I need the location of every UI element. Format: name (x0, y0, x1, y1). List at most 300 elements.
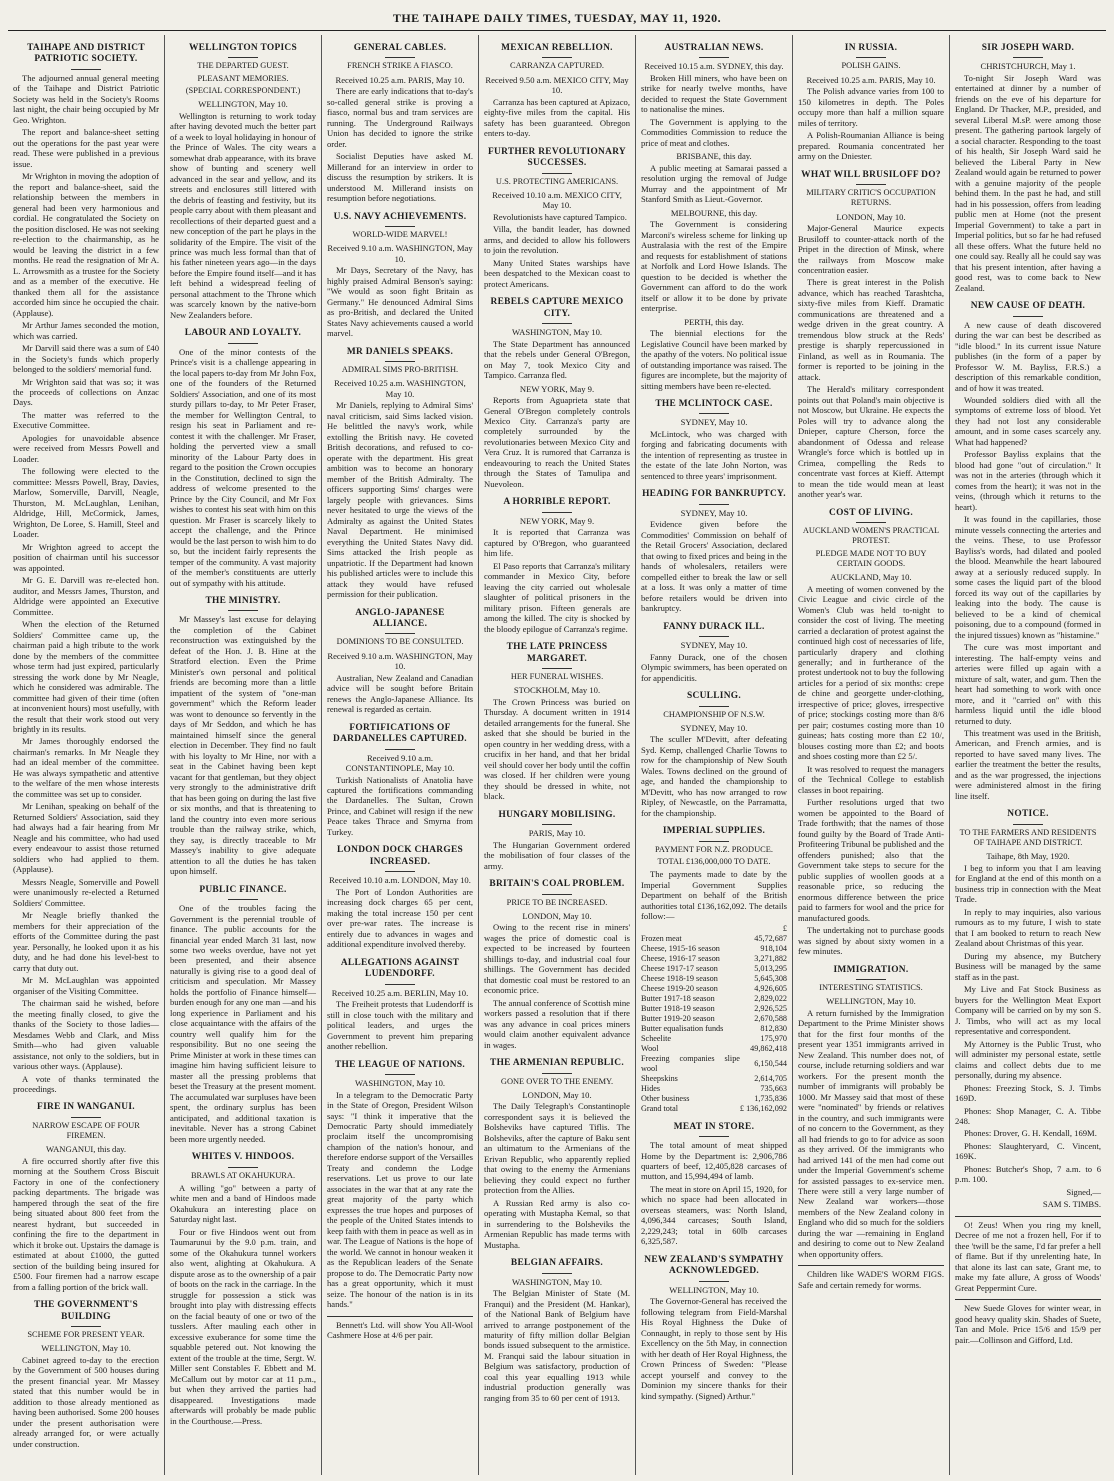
supplies-label: Butter 1919-20 season (641, 1013, 715, 1023)
article (955, 43, 1101, 293)
article (484, 879, 630, 1050)
heading-rule (542, 323, 572, 324)
article-heading: NOTICE. (1007, 809, 1049, 820)
heading-rule (1013, 57, 1043, 58)
supplies-row (641, 964, 787, 974)
article-paragraph: The biennial elections for the Legislative Council have been marked by the apathy of the voters. No political issue of outstanding importance was raised. The figures are incomplete, but the majority of sitting members have been re-elected. (641, 328, 787, 391)
article (327, 347, 473, 600)
article-paragraph: The adjourned annual general meeting of the Taihape and District Patriotic Society was held in the Society's Rooms last night, the chair being occupied by Mr Geo. Wrighton. (13, 72, 159, 125)
article-paragraph: A Polish-Roumanian Alliance is being prepared. Roumania concentrated her army on the Dniester. (798, 130, 944, 162)
article-heading: GENERAL CABLES. (353, 43, 447, 53)
supplies-row (641, 994, 787, 1004)
article (13, 1102, 159, 1292)
supplies-row (641, 1044, 787, 1054)
supplies-row (641, 944, 787, 954)
article (641, 399, 787, 481)
heading-rule (228, 57, 258, 58)
column-5 (635, 35, 792, 1475)
article-subheading: PAYMENT FOR N.Z. PRODUCE. (655, 844, 773, 854)
article-dateline: WELLINGTON, May 10. (41, 1343, 131, 1354)
masthead (8, 6, 1106, 31)
article-paragraph: The Freiheit protests that Ludendorff is still in close touch with the military and political leaders, and urges the Government to prevent him preparing another rebellion. (327, 999, 473, 1052)
article-paragraph: The report and balance-sheet setting out the operations for the past year were read. These were published in a previous issue. (13, 127, 159, 169)
heading-rule (699, 841, 729, 842)
column-6 (792, 35, 949, 1475)
article-heading: ALLEGATIONS AGAINST LUDENDORFF. (340, 957, 460, 980)
supplies-row (641, 1014, 787, 1024)
supplies-label: Sheepskins (641, 1073, 678, 1083)
heading-rule (699, 413, 729, 414)
article (641, 691, 787, 818)
article-paragraph: A vote of thanks terminated the proceedings. (13, 1073, 159, 1094)
article-paragraph: The Government is considering Marconi's wireless scheme for linking up Australasia with the rest of the Empire and requests for establishment of stations at Norfolk and Lord Howe Islands. The question to be decided is whether the Government can afford to do the work itself or allow it to be done by private enterprise. (641, 219, 787, 314)
article-subheading: TOTAL £136,000,000 TO DATE. (657, 856, 771, 866)
article-subheading: CARRANZA CAPTURED. (510, 61, 604, 71)
article (170, 328, 316, 588)
article-paragraph: Villa, the bandit leader, has downed arms, and decided to allow his followers to join the revolution. (484, 224, 630, 256)
article-paragraph: Mr Massey's last excuse for delaying the completion of the Cabinet reconstruction was extinguished by the defeat of the Hon. J. B. Hine at the Stratford election. Even the Prime Minister's own personal and political friends are becoming more than a little impatient of the system of "one-man government" which the Reform leader was wont to denounce so fervently in the days of Mr Seddon, and which he has maintained himself since the general election in December. They find no fault with his loyalty to Mr Hine, nor with a seat in the Cabinet having been kept vacant for that gentleman, but they object very strongly to the administrative drift that has been going on during the last five or six months, and that is threatening to land the country into even more serious trouble than the railway strike, which, they say, is directly traceable to Mr Massey's inability to give adequate attention to all the duties he has taken upon himself. (170, 614, 316, 877)
article-paragraph: One of the minor contests of the Prince's visit is a challenge appearing in the local papers to-day from Mr John Fox, one of the founders of the Returned Soldiers' Association, and one of its most sturdy pillars to-day, to Mr Peter Fraser, the member for Wellington Central, to resign his seat in Parliament and re-contest it with the challenger. Mr Fraser, holding the perverted view a small minority of the Labour Party does in regard to the position the Crown occupies in the Constitution, declined to sign the address of welcome presented to the Prince by the City Council, and Mr Fox wishes to contest his seat with him on this question. Mr Fraser is scarcely likely to accept the challenge, and the Prince would be the last person to wish him to do so, but the incident fairly represents the temper of the community. A vast majority of the member's constituents are utterly out of sympathy with his attitude. (170, 346, 316, 588)
article (170, 1152, 316, 1426)
article-dateline: Received 10.15 a.m. SYDNEY, this day. (644, 61, 784, 72)
heading-rule (228, 610, 258, 611)
article-heading: IMMIGRATION. (833, 964, 909, 975)
article-subheading: (SPECIAL CORRESPONDENT.) (185, 85, 301, 95)
supplies-value: 918,104 (760, 943, 787, 953)
supplies-value: 2,670,588 (754, 1013, 787, 1023)
heading-rule (542, 173, 572, 174)
supplies-unit-spacer (641, 924, 740, 934)
article-heading: MEXICAN REBELLION. (501, 43, 613, 53)
supplies-row (641, 1074, 787, 1084)
article-paragraph: A willing "go" between a party of white men and a band of Hindoos made Okahukura an interesting place on Saturday night last. (170, 1182, 316, 1225)
heading-rule (71, 69, 101, 70)
article-paragraph: The undertaking not to purchase goods was signed by about sixty women in a few minutes. (798, 925, 944, 957)
article-heading: PUBLIC FINANCE. (199, 884, 287, 895)
article (327, 958, 473, 1052)
article-paragraph: There are early indications that to-day's so-called general strike is proving a fiasco, normal bus and tram services are running. The Underground Railways Union has decided to ignore the strike order. (327, 86, 473, 149)
article-paragraph: Wellington is returning to work today after having devoted much the better part of a week to loyal holidaying in honour of the Prince of Wales. The city wears a somewhat drab appearance, with its brave show of bunting and scenery well advanced in the sear and yellow, and its streets and enclosures still littered with the debris of feasting and festivity, but its people carry about with them pleasant and recollections of their departed guest and a new conception of the part he plays in the solidarity of the Empire. The visit of the prince was much less formal than that of his father nineteen years ago—in the days before the Empire found itself—and it has left behind a widespread feeling of personal attachment to the Throne which was scarcely known by the native-born New Zealanders before. (170, 110, 316, 320)
supplies-row (641, 1094, 787, 1104)
article-heading: TAIHAPE AND DISTRICT PATRIOTIC SOCIETY. (27, 43, 145, 65)
supplies-value: 812,830 (760, 1023, 787, 1033)
article (641, 622, 787, 683)
article (641, 43, 787, 148)
article-paragraph: Mr Wrighton said that was so; it was the proceeds of collections on Anzac Days. (13, 376, 159, 408)
article (641, 1255, 787, 1401)
article-heading: LONDON DOCK CHARGES INCREASED. (336, 845, 464, 867)
supplies-value: 5,013,295 (754, 963, 787, 973)
supplies-label: Cheese 1917-17 season (641, 963, 718, 973)
article-subheading: FRENCH STRIKE A FIASCO. (347, 61, 453, 71)
supplies-unit: £ (782, 923, 787, 933)
heading-rule (542, 512, 572, 513)
heading-rule (699, 1136, 729, 1137)
article-dateline: Received 9.10 a.m. WASHINGTON, May 10. (327, 650, 473, 672)
article-heading: IMPERIAL SUPPLIES. (662, 826, 766, 837)
article-subheading: AUCKLAND WOMEN'S PRACTICAL PROTEST. (802, 526, 940, 546)
supplies-label: Butter 1918-19 season (641, 1003, 715, 1013)
article-paragraph: The meat in store on April 15, 1920, for which no space had been allocated in overseas steamers, was: North Island, 4,096,344 carcases; South Island, 2,229,243; total in 60lb carcases 6,325,587. (641, 1183, 787, 1247)
heading-rule (385, 871, 415, 872)
article-heading: WHAT WILL BRUSILOFF DO? (801, 169, 941, 180)
supplies-label: Cheese 1918-19 season (641, 973, 718, 983)
article (327, 723, 473, 838)
article (327, 845, 473, 949)
article-paragraph: Professor Bayliss explains that the blood had gone "out of circulation." It was not in the arteries (through which it comes from the heart); it was not in the veins, (through which it returns to the heart). (955, 449, 1101, 512)
supplies-total-row (641, 1104, 787, 1114)
article (327, 212, 473, 339)
article-paragraph: Many United States warships have been despatched to the Mexican coast to protect Americans. (484, 257, 630, 289)
supplies-value: 2,829,022 (754, 993, 787, 1003)
heading-rule (699, 504, 729, 505)
article (484, 810, 630, 871)
supplies-table (641, 924, 787, 1114)
article-heading: MR DANIELS SPEAKS. (346, 346, 454, 357)
article-paragraph: Cabinet agreed to-day to the erection by the Government of 500 houses during the present financial year. Mr Massey stated that this number would be in addition to those already mentioned as having been authorised. Some 200 houses under the present authorisation were already arranged for, or were actually under construction. (13, 1354, 159, 1449)
article (327, 43, 473, 204)
article-heading: IN RUSSIA. (844, 43, 898, 53)
signature-line: SAM S. TIMBS. (1042, 1199, 1101, 1210)
article-dateline: Received 10.25 a.m. BERLIN, May 10. (331, 987, 469, 998)
article (798, 170, 944, 500)
article-heading: REBELS CAPTURE MEXICO CITY. (490, 297, 624, 319)
supplies-row (641, 1054, 787, 1074)
column-4 (478, 35, 635, 1475)
article-subheading: BRAWLS AT OKAHUKURA. (190, 1170, 296, 1180)
heading-rule (385, 1074, 415, 1075)
heading-rule (542, 824, 572, 825)
article-subheading: U.S. PROTECTING AMERICANS. (495, 176, 619, 186)
article-subheading: PLEDGE MADE NOT TO BUY CERTAIN GOODS. (815, 548, 927, 568)
supplies-label: Hides (641, 1083, 661, 1093)
column-2 (164, 35, 321, 1475)
article-paragraph: Owing to the recent rise in miners' wages the price of domestic coal is expected to be increased by fourteen shillings to-day, and industrial coal four shillings. The Government has decided that domestic coal must be restored to an economic price. (484, 922, 630, 996)
article-dateline: NEW YORK, May 9. (519, 383, 595, 394)
heading-rule (385, 57, 415, 58)
heading-rule (542, 57, 572, 58)
article-paragraph: Wounded soldiers died with all the symptoms of extreme loss of blood. Yet they had not lost any considerable amount, and in some cases scarcely any. What had happened? (955, 394, 1101, 447)
heading-rule (542, 894, 572, 895)
article-paragraph: Mr James thoroughly endorsed the chairman's remarks. In Mr Neagle they had an ideal member of the committee. He was always sympathetic and attentive to the welfare of the men whose interests the committee was set up to consider. (13, 736, 159, 799)
heading-rule (385, 984, 415, 985)
supplies-value: 6,150,544 (754, 1058, 787, 1068)
supplies-total-value: £ 136,162,092 (739, 1103, 787, 1113)
heading-rule (856, 184, 886, 185)
article-dateline: CHRISTCHURCH, May 1. (980, 61, 1076, 72)
supplies-label: Scheelite (641, 1033, 672, 1043)
article-paragraph: The Government is applying to the Commodities Commission to reduce the price of meat and clothes. (641, 116, 787, 148)
article-paragraph: Mr G. E. Darvill was re-elected hon. auditor, and Messrs James, Thurston, and Aldridge were appointed an Executive Committee. (13, 575, 159, 617)
supplies-label: Butter equalisation funds (641, 1023, 724, 1033)
supplies-label: Cheese, 1916-17 season (641, 953, 720, 963)
column-3 (321, 35, 478, 1475)
article-subheading: ADMIRAL SIMS PRO-BRITISH. (341, 365, 459, 375)
article-paragraph: The Governor-General has received the following telegram from Field-Marshal His Royal Highness the Duke of Connaught, in reply to those sent by His Excellency on the 5th May, in connection with her death of Her Royal Highness, the Crown Princess of Sweden: "Please accept yourself and convey to the Dominion my sincere thanks for their kind sympathy. (Signed) Arthur." (641, 1296, 787, 1401)
article-heading: FURTHER REVOLUTIONARY SUCCESSES. (487, 146, 626, 169)
article (641, 317, 787, 391)
article-heading: COST OF LIVING. (829, 507, 913, 518)
article (955, 809, 1101, 1209)
article-heading: A HORRIBLE REPORT. (503, 497, 611, 508)
article-heading: BELGIAN AFFAIRS. (510, 1258, 604, 1269)
article-dateline: WASHINGTON, May 10. (511, 1276, 603, 1287)
article-heading: THE LATE PRINCESS MARGARET. (506, 642, 608, 664)
heading-rule (1013, 824, 1043, 825)
article-paragraph: El Paso reports that Carranza's military commander in Mexico City, before leaving the city carried out wholesale slaughter of political prisoners in the military prison. Fifteen generals are among the killed. The city is shocked by the bloody epilogue of Carranza's regime. (484, 560, 630, 634)
article-paragraph: A new cause of death discovered during the war can best be described as "idle blood." In its current issue Nature publishes (in the form of a paper by Professor W. M. Bayliss, F.R.S.) a description of this remarkable condition, and of how it was treated. (955, 319, 1101, 393)
article (13, 1300, 159, 1449)
article-subheading: MILITARY CRITIC'S OCCUPATION RETURNS. (806, 188, 936, 208)
supplies-row (641, 1034, 787, 1044)
article-paragraph: Broken Hill miners, who have been on strike for nearly twelve months, have decided to request the State Government to nationalise the mines. (641, 72, 787, 115)
article-dateline: Received 9.50 a.m. MEXICO CITY, May 10. (485, 74, 629, 96)
article-paragraph: A fire occurred shortly after five this morning at the Southern Cross Biscuit Factory in one of the confectionery packing departments. The brigade was hampered through the seat of the fire being situated about 800 feet from the nearest hydrant, but succeeded in confining the fire to the department in which it broke out. Upstairs the damage is estimated at about £1000, the gutted section of the building being insured for £500. Four firemen had a narrow escape from a falling portion of the brick wall. (13, 1155, 159, 1292)
article-paragraph: The cure was most important and interesting. The half-empty veins and arteries were filled up again with a mixture of salt, water, and gum. Then the heart had something to work with once more, and it "carried on" with this harmless liquid until the idle blood returned to duty. (955, 642, 1101, 726)
article (798, 965, 944, 1260)
article-dateline: STOCKHOLM, May 10. (513, 685, 601, 696)
article-heading: FORTIFICATIONS OF DARDANELLES CAPTURED. (333, 722, 467, 745)
article-dateline: PARIS, May 10. (528, 828, 586, 839)
supplies-row (641, 934, 787, 944)
article-paragraph: My Live and Fat Stock Business as buyers for the Wellington Meat Export Company will be carried on by my son S. J. Timbs, who will act as my local representative and correspondent. (955, 984, 1101, 1037)
column-1 (8, 35, 164, 1475)
article-subheading: HER FUNERAL WISHES. (510, 672, 604, 682)
advertisement: New Suede Gloves for winter wear, in good heavy quality skin. Shades of Suete, Tan and Mole. Price 15/6 and 15/9 per pair.—Collinson and Gifford, Ltd. (955, 1299, 1101, 1345)
supplies-row (641, 984, 787, 994)
article-dateline: Received 10.10 a.m. MEXICO CITY, May 10. (492, 189, 622, 211)
supplies-label: Cheese 1919-20 season (641, 983, 718, 993)
article (484, 642, 630, 802)
article-dateline: SYDNEY, May 10. (680, 722, 748, 733)
article (641, 826, 787, 921)
article-paragraph: Further resolutions urged that two women be appointed to the Board of Trade forthwith; that the names of those found guilty by the Board of Trade Anti-Profiteering Tribunal be published and the offenders punished; also that the Government take steps to secure for the public supplies of woollen goods at a reasonable price, so reducing the enormous difference between the price paid to farmers for wool and the price for manufactured goods. (798, 797, 944, 923)
heading-rule (385, 361, 415, 362)
supplies-row (641, 1084, 787, 1094)
article-paragraph: Major-General Maurice expects Brusiloff to counter-attack north of the Pripet in the direction of Minsk, where the railways from Moscow make concentration easier. (798, 223, 944, 275)
article-paragraph: Phones: Shop Manager, C. A. Tibbe 248. (955, 1105, 1101, 1126)
supplies-value: 2,614,705 (754, 1073, 787, 1083)
heading-rule (71, 1326, 101, 1327)
article-dateline: SYDNEY, May 10. (680, 417, 748, 428)
supplies-value: 735,663 (760, 1083, 787, 1093)
article-heading: NEW ZEALAND'S SYMPATHY ACKNOWLEDGED. (644, 1254, 784, 1277)
article-paragraph: The payments made to date by the Imperial Government Supplies Department on behalf of the British authorities total £136,162,092. The details follow:— (641, 869, 787, 922)
article (484, 43, 630, 139)
supplies-label: Wool (641, 1043, 659, 1053)
supplies-label: Other business (641, 1093, 690, 1103)
article-paragraph: When the election of the Returned Soldiers' Committee came up, the chairman paid a high tribute to the work done by the members of the committee whose term had just expired, particularly stressing the work done by Mr Neagle, which he considered was admirable. The committee had given of their time (often at inconvenient hours) most usefully, with the result that their work stood out very brightly in its results. (13, 619, 159, 734)
article (484, 1258, 630, 1403)
article-paragraph: A Russian Red army is also co-operating with Mustapha Kemal, so that in surrendering to the Bolsheviks the Armenian Republic has made terms with Mustapha. (484, 1197, 630, 1250)
article (641, 489, 787, 613)
article-paragraph: It is reported that Carranza was captured by O'Bregon, who guaranteed him life. (484, 527, 630, 559)
article-heading: WHITES V. HINDOOS. (191, 1152, 295, 1163)
article-paragraph: Carranza has been captured at Apizaco, eighty-five miles from the capital. His safety has been guaranteed. Obregon enters to-day. (484, 96, 630, 139)
article (327, 1060, 473, 1310)
article-paragraph: A meeting of women convened by the Civic League and civic circle of the Women's Club was held to-night to consider the cost of living. The meeting carried a declaration of protest against the continued high cost of necessaries of life, particularly drapery and clothing generally; and in furtherance of the protest undertook not to buy the following articles for a period of six months: crepe de chine and georgette under-clothing, irrespective of price; gloves, irrespective of price; stockings costing more than 8/6 per pair; costumes costing more than 10 guineas; hats costing more than £2 10/, blouses costing more than £2; and boots and shoes costing more than £2 5/. (798, 583, 944, 762)
article-dateline: Received 10.25 a.m. PARIS, May 10. (806, 74, 936, 85)
supplies-value: 4,926,605 (754, 983, 787, 993)
article-paragraph: It was found in the capillaries, those minute vessels connecting the arteries and the veins. These, to use Professor Bayliss's words, had dilated and pooled the blood. Meanwhile the heart laboured away at a seriously reduced supply. In some cases the liquid part of the blood forced its way out of the capillaries by leaking into the body. The cause is believed to be a kind of chemical poisoning, due to a compound (formed in the injured tissues) known as "histamine." (955, 514, 1101, 640)
supplies-total-label: Grand total (641, 1103, 679, 1113)
article-subheading: CHAMPIONSHIP OF N.S.W. (663, 709, 765, 719)
article-paragraph: One of the troubles facing the Government is the perennial trouble of finance. The public accounts for the financial year ended March 31 last, now some two weeks overdue, have not yet been presented, and their absence naturally is giving rise to a good deal of criticism and speculation. Mr Massey holds the portfolio of Finance himself—burden enough for any one man —and his long experience in Parliament and his close acquaintance with the affairs of the country well qualify him for the responsibility. But no one seeing the Prime Minister at work in these times can imagine him having sufficient leisure to master all the pressing problems that beset the Treasury at the present moment. The accumulated war surpluses have been spent, the ordinary surplus has been anticipated, and additional taxation is inevitable. Never has a strong Cabinet been more urgently needed. (170, 903, 316, 1144)
article-paragraph: The Hungarian Government ordered the mobilisation of four classes of the army. (484, 839, 630, 871)
article (484, 147, 630, 290)
article (484, 1058, 630, 1250)
article-subheading: DOMINIONS TO BE CONSULTED. (336, 637, 464, 647)
article-dateline: SYDNEY, May 10. (680, 507, 748, 518)
supplies-label: Butter 1917-18 season (641, 993, 715, 1003)
article-dateline: AUCKLAND, May 10. (830, 572, 912, 583)
article-paragraph: A public meeting at Samarai passed a resolution urging the removal of Judge Murray and the appointment of Mr Stanford Smith as Lieut.-Governor. (641, 162, 787, 205)
heading-rule (856, 522, 886, 523)
article-paragraph: Phones: Butcher's Shop, 7 a.m. to 6 p.m. 100. (955, 1163, 1101, 1185)
article (641, 1122, 787, 1247)
heading-rule (699, 1281, 729, 1282)
article-paragraph: Mr Wrighton agreed to accept the position of chairman until his successor was appointed. (13, 541, 159, 573)
article-paragraph: This treatment was used in the British, American, and French armies, and is reported to have saved many lives. The earlier the treatment the better the results, and as the war progressed, the injections were administered almost in the firing line itself. (955, 728, 1101, 801)
poem-advert: O! Zeus! When you ring my knell, Decree of me not a frozen hell, For if to thee 'twill be the same, I'd far prefer a hell of flame. But if thy unrelenting hate, In that alone its last can sate, Grant me, to make my fate allure, A gross of Woods' Great Peppermint Cure. (955, 1216, 1101, 1293)
article-dateline: LONDON, May 10. (836, 211, 906, 222)
article-dateline: NEW YORK, May 9. (519, 515, 595, 526)
article-heading: HEADING FOR BANKRUPTCY. (642, 489, 786, 500)
article-paragraph: The following were elected to the committee: Messrs Powell, Bray, Davies, Marlow, Somerville, Darvill, Neagle, Thurston, M. McLaughlan, Lenihan, Aldridge, Hill, McCormick, James, Wrighton, De Loree, S. Hamill, Steel and Loader. (13, 466, 159, 540)
heading-rule (856, 57, 886, 58)
heading-rule (228, 343, 258, 344)
article-dateline: SYDNEY, May 10. (680, 640, 748, 651)
heading-rule (699, 706, 729, 707)
article-subheading: POLISH GAINS. (841, 61, 901, 71)
article (484, 297, 630, 380)
article-heading: THE MINISTRY. (205, 596, 281, 606)
article (170, 596, 316, 877)
article-heading: BRITAIN'S COAL PROBLEM. (489, 879, 625, 890)
article-dateline: LONDON, May 10. (522, 1089, 592, 1100)
article-heading: FANNY DURACK ILL. (663, 621, 765, 632)
article-dateline: WELLINGTON, May 10. (826, 996, 916, 1007)
article-paragraph: McLintock, who was charged with forging and fabricating documents with the intention of representing as trustee in the estate of the late John Norton, was sentenced to three years' imprisonment. (641, 428, 787, 481)
article-paragraph: Phones: Slaughteryard, C. Vincent, 169K. (955, 1140, 1101, 1162)
supplies-value: 1,735,836 (754, 1093, 787, 1103)
article-heading: FIRE IN WANGANUI. (37, 1102, 135, 1113)
article-heading: THE ARMENIAN REPUBLIC. (490, 1058, 624, 1069)
article-subheading: PLEASANT MEMORIES. (197, 73, 289, 83)
article-dateline: MELBOURNE, this day. (670, 207, 758, 218)
supplies-label: Freezing companies slipe wool (641, 1053, 740, 1073)
article-paragraph: A return furnished by the Immigration Department to the Prime Minister shows that for the first four months of the present year 1351 immigrants arrived in New Zealand. This number does not, of course, include returning soldiers and war workers. For the present month the number of immigrants will probably be 1000. Mr Massey said that most of these were "nominated" by friends or relatives in the country, and such immigrants were of no concern to the Government, as they all had friends to go to for advice as soon as they arrived. Of the immigrants who had arrived 141 of the men had come out under the Imperial Government's scheme for assisted passages to ex-service men. There were still a very large number of New Zealand war workers—those members of the New Zealand colony in England who did so much for the soldiers during the war —remaining in England and desiring to come out to New Zealand when opportunity offers. (798, 1007, 944, 1259)
article-dateline: Taihape, 8th May, 1920. (986, 851, 1070, 862)
heading-rule (542, 1273, 572, 1274)
article-dateline: WASHINGTON, May 10. (511, 327, 603, 338)
article-heading: HUNGARY MOBILISING. (498, 809, 616, 820)
article-paragraph: Mr Daniels, replying to Admiral Sims' naval criticism, said Sims lacked vision. He belittled the navy's work, while extolling the British navy. He coveted British decorations, and refused to co-operate with the department. His great ambition was to become an honorary member of the British Admiralty. The officers supporting Sims' charges were largely people with grievances. Sims never hesitated to urge the views of the Admiralty as against the United States Naval Department. He minimised everything the United States Navy did. Sims attacked the Irish people as unpatriotic. If the Department had known his published articles were to include this attack they would have refused permission for their publication. (327, 400, 473, 600)
advertisement: Bennett's Ltd. will show You All-Wool Cashmere Hose at 4/6 per pair. (327, 1316, 473, 1341)
article-paragraph: Australian, New Zealand and Canadian advice will be sought before Britain renews the Anglo-Japanese Alliance. Its renewal is regarded as certain. (327, 672, 473, 715)
article-paragraph: To-night Sir Joseph Ward was entertained at dinner by a number of friends on the eve of his departure for England. Dr Thacker, M.P., presided, and several Liberal M.sP. were among those present. The gathering partook largely of a social character. Responding to the toast of his health, Sir Joseph Ward said he believed the Liberal Party in New Zealand would again be returned to power with a genuine majority of the people behind them. In the past he had, and still had in his possession, offers from leading public men at Home (not the present Imperial Government) to take a part in Imperial politics, but so far he had refused all these offers. What the future held no one could say. Really all he could say was that his present intention, after having a good rest, was to come back to New Zealand. (955, 72, 1101, 293)
article-heading: WELLINGTON TOPICS (189, 43, 297, 53)
article-paragraph: Mr M. McLaughlan was appointed organiser of the Visiting Committee. (13, 975, 159, 996)
article-paragraph: Fanny Durack, one of the chosen Olympic swimmers, has been operated on for appendicitis. (641, 651, 787, 683)
article-dateline: WANGANUI, this day. (45, 1144, 127, 1155)
heading-rule (699, 636, 729, 637)
article-paragraph: I beg to inform you that I am leaving for England at the end of this month on a business trip in connection with the Meat Trade. (955, 862, 1101, 905)
article-heading: ANGLO-JAPANESE ALLIANCE. (355, 607, 445, 629)
article-subheading: THE DEPARTED GUEST. (197, 61, 289, 71)
article-paragraph: Mr Wrighton in moving the adoption of the report and balance-sheet, said the relationship between the members in general had been very harmonious and cordial. He congratulated the Society on the position disclosed. He was not seeking re-election to the chairmanship, as he would be leaving the district in a few months. He read the resignation of Mr A. L. Arrowsmith as a trustee for the Society and as a member of the executive. He thanked them all for the assistance accorded him since he occupied the chair. (Applause). (13, 171, 159, 318)
supplies-value: 45,72,687 (754, 933, 787, 943)
heading-rule (856, 979, 886, 980)
supplies-label: Cheese, 1915-16 season (641, 943, 720, 953)
article (641, 151, 787, 204)
supplies-value: 5,645,308 (754, 973, 787, 983)
article (798, 43, 944, 162)
article-paragraph: The sculler M'Devitt, after defeating Syd. Kemp, challenged Charlie Towns to row for the championship of New South Wales. Towns declined on the ground of age, and handed the championship to M'Devitt, who has now arranged to row Ripley, of Newcastle, on the Parramatta, for the championship. (641, 734, 787, 818)
column-7 (949, 35, 1106, 1475)
article-heading: U.S. NAVY ACHIEVEMENTS. (333, 211, 467, 222)
supplies-row (641, 1024, 787, 1034)
article-paragraph: There is great interest in the Polish advance, which has reached Tarashtcha, sixty-five miles from Kieff. Dramatic communications are threatened and a wedge driven in the great country. A tremendous blow struck at the Reds' prestige is sharply repercussioned in Finland, as well as in Roumania. The former is reported to be joining in the attack. (798, 277, 944, 382)
article-heading: MEAT IN STORE. (673, 1121, 755, 1132)
article-paragraph: Mr Lenihan, speaking on behalf of the Returned Soldiers' Association, said they had always had a fair hearing from Mr Neagle and his committee, who had used every endeavour to assist those returned soldiers who had applied to them. (Applause). (13, 801, 159, 875)
article-dateline: PERTH, this day. (684, 316, 744, 327)
article-dateline: Received 10.25 a.m. PARIS, May 10. (335, 74, 465, 85)
article-paragraph: Revolutionists have captured Tampico. (493, 211, 627, 222)
article (798, 508, 944, 957)
article-heading: LABOUR AND LOYALTY. (184, 328, 302, 339)
heading-rule (385, 633, 415, 634)
article-paragraph: The matter was referred to the Executive Committee. (13, 409, 159, 431)
article-heading: SIR JOSEPH WARD. (981, 43, 1075, 53)
article-dateline: Received 9.10 a.m. WASHINGTON, May 10. (327, 243, 473, 264)
article-heading: THE MCLINTOCK CASE. (655, 399, 773, 409)
article-heading: THE GOVERNMENT'S BUILDING (33, 1300, 139, 1322)
supplies-value: 2,926,525 (754, 1003, 787, 1013)
supplies-row (641, 1004, 787, 1014)
article-paragraph: Four or five Hindoos went out from Taumarunui by the 9.0 p.m. train, and some of the Okahukura tunnel workers also went, alighting at Okahukura. A dispute arose as to the ownership of a pair of boots on the rack in the carriage. In the struggle for possession a stick was brought into play with distressing effects on the facial beauty of one or two of the tusslers. After mauling each other in excessive exuberance for some time the squabble petered out. Not knowing the extent of the trouble at the time, Sergt. W. Miller sent Constables F. Ebbett and M. McCallum out by motor car at 11 p.m., but when they arrived the parties had disappeared. Investigations made afterwards will probably be made public in the Courthouse.—Press. (170, 1226, 316, 1426)
supplies-value: 175,970 (760, 1033, 787, 1043)
article-heading: AUSTRALIAN NEWS. (664, 43, 764, 53)
article-paragraph: The Belgian Minister of State (M. Franqui) and the President (M. Hankar), of the National Bank of Belgium have arrived to arrange postponement of the maturity of fifty million dollar Belgian bonds issued subsequent to the armistice. M. Franqui said the labour situation in Belgium was satisfactory, production of coal this year equalling 1913 while industrial production generally was ranging from 35 to 60 per cent of 1913. (484, 1288, 630, 1403)
article (13, 43, 159, 1094)
article-subheading: GONE OVER TO THE ENEMY. (500, 1076, 614, 1086)
heading-rule (542, 668, 572, 669)
article-paragraph: Evidence given before the Commodities' Commission on behalf of the Retail Grocers' Association, declared that owing to fixed prices and being in the hands of wholesalers, retailers were compelled either to break the law or sell at a loss. It was only a matter of time before retailers would be driven into bankruptcy. (641, 519, 787, 614)
article-paragraph: My Attorney is the Public Trust, who will administer my personal estate, settle claims and collect debts due to me personally, during my absence. (955, 1038, 1101, 1081)
supplies-label: Frozen meat (641, 933, 682, 943)
article-paragraph: In reply to may inquiries, also various rumours as to my future, I wish to state that I am booked to return to reach New Zealand about Christmas of this year. (955, 906, 1101, 949)
masthead-title: THE TAIHAPE DAILY TIMES, TUESDAY, MAY 11, 1920. (392, 10, 722, 25)
advertisement: Children like WADE'S WORM FIGS. Safe and certain remedy for worms. (798, 1265, 944, 1290)
article-dateline: WELLINGTON, May 10. (198, 99, 288, 110)
article-heading: NEW CAUSE OF DEATH. (970, 301, 1086, 312)
article-paragraph: Mr Neagle briefly thanked the members for their appreciation of the efforts of the Committee during the past year. Personally, he looked upon it as his duty, and he had done his level-best to carry that duty out. (13, 910, 159, 973)
article-paragraph: Apologies for unavoidable absence were received from Messrs Powell and Loader. (13, 432, 159, 464)
article-dateline: LONDON, May 10. (522, 910, 592, 921)
article-paragraph: The Port of London Authorities are increasing dock charges 65 per cent, making the total increase 150 per cent over pre-war rates. The increase is entirely due to advances in wages and additional expenditure involved thereby. (327, 886, 473, 950)
article-dateline: Received 10.25 a.m. WASHINGTON, May 10. (334, 378, 466, 399)
heading-rule (385, 749, 415, 750)
article-paragraph: Phones: Freezing Stock, S. J. Timbs 169D. (955, 1082, 1101, 1104)
article-paragraph: The chairman said he wished, before the meeting finally closed, to give the thanks of the Society to those ladies—Mesdames Webb and Clark, and Miss Smith—who had given valuable assistance, not only to the soldiers, but in various other ways. (Applause). (13, 998, 159, 1072)
article-paragraph: Turkish Nationalists of Anatolia have captured the fortifications commanding the Dardanelles. The Sultan, Crown Prince, and Cabinet will resign if the new Peace takes Thrace and Smyrna from Turkey. (327, 774, 473, 837)
article-dateline: Received 9.10 a.m. CONSTANTINOPLE, May 10. (345, 752, 455, 774)
heading-rule (71, 1117, 101, 1118)
supplies-value: 3,271,882 (754, 953, 787, 963)
article-subheading: WORLD-WIDE MARVEL! (352, 230, 448, 239)
article (641, 208, 787, 314)
